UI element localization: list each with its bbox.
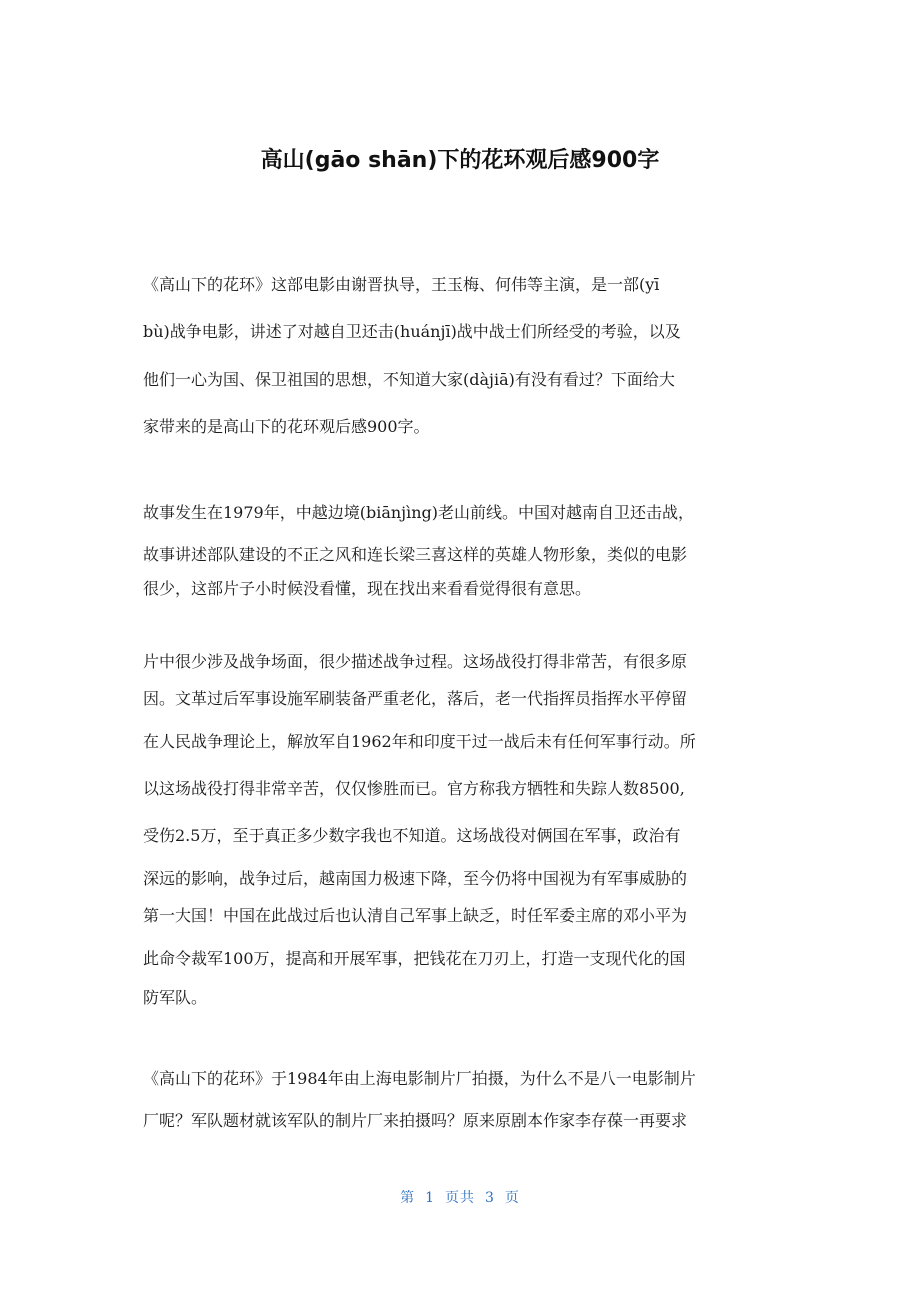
paragraph-2-line-2: 故事讲述部队建设的不正之风和连长梁三喜这样的英雄人物形象，类似的电影 <box>143 545 688 564</box>
page-footer <box>0 1188 920 1208</box>
paragraph-3-line-2: 因。文革过后军事设施军刷装备严重老化，落后，老一代指挥员指挥水平停留 <box>143 689 688 708</box>
paragraph-3-line-7: 第一大国！中国在此战过后也认清自己军事上缺乏，时任军委主席的邓小平为 <box>143 906 688 925</box>
paragraph-3-line-3: 在人民战争理论上，解放军自1962年和印度干过一战后未有任何军事行动。所 <box>143 732 696 751</box>
paragraph-2-line-1: 故事发生在1979年，中越边境(biānjìng)老山前线。中国对越南自卫还击战， <box>143 503 695 522</box>
paragraph-3-line-4: 以这场战役打得非常辛苦，仅仅惨胜而已。官方称我方牺牲和失踪人数8500, <box>143 779 685 798</box>
paragraph-4-line-2: 厂呢？军队题材就该军队的制片厂来拍摄吗？原来原剧本作家李存葆一再要求 <box>143 1111 688 1130</box>
paragraph-3-line-6: 深远的影响，战争过后，越南国力极速下降，至今仍将中国视为有军事威胁的 <box>143 869 688 888</box>
paragraph-2-line-3: 很少，这部片子小时候没看懂，现在找出来看看觉得很有意思。 <box>143 579 592 598</box>
paragraph-3-line-9: 防军队。 <box>143 988 208 1007</box>
footer-word-page-end: 页 <box>504 1190 520 1206</box>
paragraph-1-line-2: bù)战争电影，讲述了对越自卫还击(huánjī)战中战士们所经受的考验，以及 <box>143 322 681 341</box>
document-title: 高山(gāo shān)下的花环观后感900字 <box>260 148 660 173</box>
paragraph-1-line-3: 他们一心为国、保卫祖国的思想，不知道大家(dàjiā)有没有看过？下面给大 <box>143 370 675 389</box>
paragraph-3-line-8: 此命令裁军100万，提高和开展军事，把钱花在刀刃上，打造一支现代化的国 <box>143 949 686 968</box>
paragraph-3-line-5: 受伤2.5万，至于真正多少数字我也不知道。这场战役对俩国在军事，政治有 <box>143 826 681 845</box>
footer-word-page-total: 页共 <box>445 1190 475 1206</box>
paragraph-1-line-4: 家带来的是高山下的花环观后感900字。 <box>143 417 430 436</box>
footer-total-pages: 3 <box>485 1190 495 1206</box>
paragraph-3-line-1: 片中很少涉及战争场面，很少描述战争过程。这场战役打得非常苦，有很多原 <box>143 652 688 671</box>
paragraph-1-line-1: 《高山下的花环》这部电影由谢晋执导，王玉梅、何伟等主演，是一部(yī <box>143 275 660 294</box>
paragraph-4-line-1: 《高山下的花环》于1984年由上海电影制片厂拍摄，为什么不是八一电影制片 <box>143 1069 696 1088</box>
footer-page-number: 1 <box>425 1190 435 1206</box>
footer-word-page: 第 <box>400 1190 416 1206</box>
